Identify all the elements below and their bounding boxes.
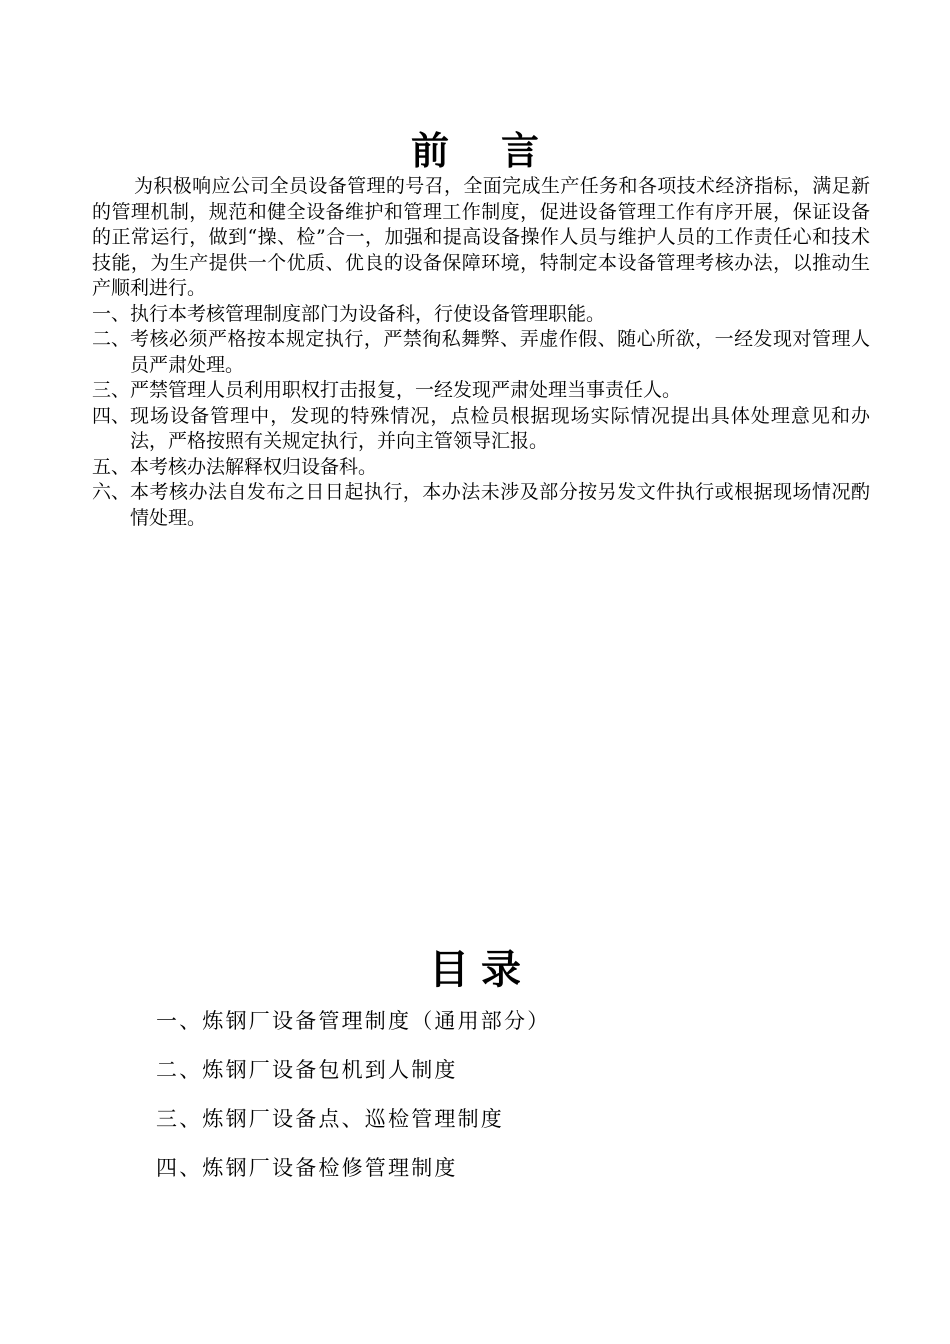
clause-text: 现场设备管理中，发现的特殊情况，点检员根据现场实际情况提出具体处理意见和办法，严格按照有关规定执行，并向主管领导汇报。 xyxy=(130,404,870,452)
preface-clause xyxy=(92,378,870,404)
clause-text: 执行本考核管理制度部门为设备科，行使设备管理职能。 xyxy=(130,302,606,325)
toc-item[interactable]: 二、炼钢厂设备包机到人制度 xyxy=(156,1058,458,1082)
clause-text: 考核必须严格按本规定执行，严禁徇私舞弊、弄虚作假、随心所欲，一经发现对管理人员严肃处理。 xyxy=(130,328,870,376)
clause-text: 本考核办法自发布之日日起执行，本办法未涉及部分按另发文件执行或根据现场情况酌情处理。 xyxy=(130,481,870,529)
clause-number: 二、 xyxy=(92,328,131,350)
toc-title: 目录 xyxy=(429,946,533,993)
preface-clause xyxy=(92,302,870,328)
preface-clause xyxy=(92,455,870,481)
clause-text: 严禁管理人员利用职权打击报复，一经发现严肃处理当事责任人。 xyxy=(130,379,682,401)
preface-clause xyxy=(92,327,870,378)
preface-intro-paragraph: 为积极响应公司全员设备管理的号召，全面完成生产任务和各项技术经济指标，满足新的管理机制，规范和健全设备维护和管理工作制度，促进设备管理工作有序开展，保证设备的正常运行，做到“操、检”合一，加强和提高设备操作人员与维护人员的工作责任心和技术技能，为生产提供一个优质、优良的设备保障环境，特制定本设备管理考核办法，以推动生产顺利进行。 xyxy=(92,175,870,299)
toc-item[interactable]: 四、炼钢厂设备检修管理制度 xyxy=(156,1156,458,1180)
preface-clause xyxy=(92,480,870,531)
toc-list xyxy=(156,1000,856,1196)
clause-number: 四、 xyxy=(92,404,131,427)
clause-number: 五、 xyxy=(92,455,131,478)
toc-item[interactable]: 一、炼钢厂设备管理制度（通用部分） xyxy=(156,1009,551,1033)
preface-clause xyxy=(92,404,870,455)
preface-body xyxy=(92,174,870,531)
preface-title: 前言 xyxy=(410,128,591,173)
clause-number: 三、 xyxy=(92,379,131,401)
clause-number: 六、 xyxy=(92,481,131,503)
clause-text: 本考核办法解释权归设备科。 xyxy=(130,455,378,478)
toc-item[interactable]: 三、炼钢厂设备点、巡检管理制度 xyxy=(156,1107,504,1131)
clause-number: 一、 xyxy=(92,302,131,325)
